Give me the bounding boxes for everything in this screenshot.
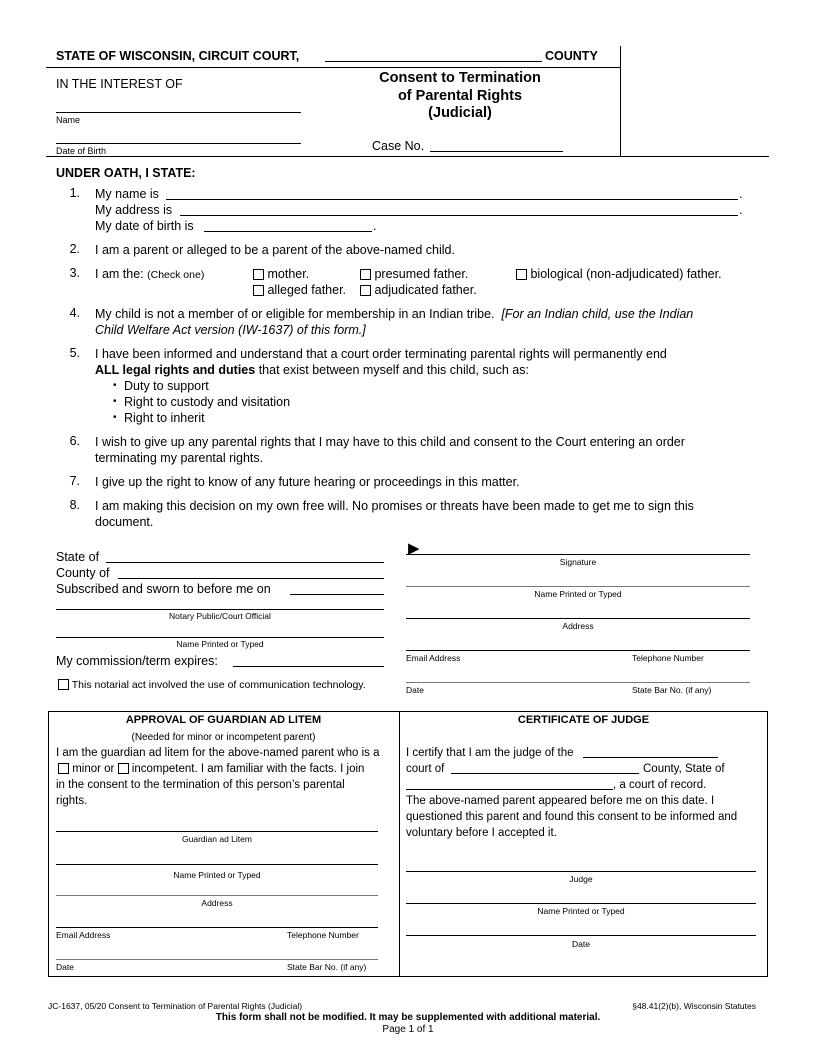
item5-number: 5. <box>69 346 80 360</box>
gal-line2: minor or incompetent. I am familiar with the facts. I join <box>58 761 364 777</box>
signer-name-field[interactable] <box>406 586 750 587</box>
signer-email-phone-field[interactable] <box>406 650 750 651</box>
county-of-label: County of <box>56 566 110 580</box>
parent-dob-field[interactable] <box>204 231 372 232</box>
item7-number: 7. <box>69 474 80 488</box>
item5-line2: ALL legal rights and duties that exist between myself and this child, such as: <box>95 363 529 377</box>
gal-subheading: (Needed for minor or incompetent parent) <box>131 732 316 743</box>
judge-name-field[interactable] <box>406 903 756 904</box>
item1-number: 1. <box>69 186 80 200</box>
judge-line1: I certify that I am the judge of the <box>406 747 574 759</box>
child-name-caption: Name <box>56 115 81 125</box>
gal-bar-caption: State Bar No. (if any) <box>287 962 367 972</box>
item1-name-label: My name is <box>95 187 159 201</box>
judge-court-record: , a court of record. <box>613 779 707 791</box>
gal-signature-caption: Guardian ad Litem <box>182 834 252 844</box>
notary-name-caption: Name Printed or Typed <box>176 639 264 649</box>
judge-signature-caption: Judge <box>569 874 593 884</box>
judge-line6: voluntary before I accepted it. <box>406 827 557 839</box>
subscribed-label: Subscribed and sworn to before me on <box>56 582 271 596</box>
gal-signature-field[interactable] <box>56 831 378 832</box>
alleged-father-checkbox[interactable] <box>253 285 264 296</box>
gal-line1: I am the guardian ad litem for the above-named parent who is a <box>56 747 380 759</box>
oath-heading: UNDER OATH, I STATE: <box>56 166 196 180</box>
item6-line2: terminating my parental rights. <box>95 451 264 465</box>
item1-period-2: . <box>739 203 743 217</box>
signature-field[interactable] <box>406 554 750 555</box>
gal-address-caption: Address <box>201 898 233 908</box>
signer-address-field[interactable] <box>406 618 750 619</box>
judge-county-field[interactable] <box>451 773 639 774</box>
approval-box-divider <box>399 711 400 977</box>
comm-tech-checkbox[interactable] <box>58 679 69 690</box>
item5-line1: I have been informed and understand that a court order terminating parental rights will permanently end <box>95 347 667 361</box>
header-bottom-rule <box>46 156 769 157</box>
header-divider <box>620 46 621 157</box>
bullet-custody-visitation: • Right to custody and visitation <box>124 394 290 410</box>
form-title: Consent to Termination of Parental Rights (Judicial) <box>379 70 541 121</box>
item3-number: 3. <box>69 266 80 280</box>
judge-line5: questioned this parent and found this consent to be informed and <box>406 811 738 823</box>
parent-name-field[interactable] <box>166 199 738 200</box>
footer-notice: This form shall not be modified. It may be supplemented with additional material. <box>215 1012 601 1023</box>
judge-state-field[interactable] <box>406 789 613 790</box>
child-dob-field[interactable] <box>56 143 301 144</box>
judge-court-field[interactable] <box>583 757 718 758</box>
in-interest-label: IN THE INTEREST OF <box>56 77 183 91</box>
judge-signature-field[interactable] <box>406 871 756 872</box>
item1-address-label: My address is <box>95 203 173 217</box>
judge-date-field[interactable] <box>406 935 756 936</box>
county-name-field[interactable] <box>325 61 542 62</box>
biological-father-checkbox[interactable] <box>516 269 527 280</box>
notary-signature-field[interactable] <box>56 609 384 610</box>
commission-expires-field[interactable] <box>233 666 384 667</box>
judge-date-caption: Date <box>572 939 590 949</box>
comm-tech-option[interactable]: This notarial act involved the use of communication technology. <box>58 679 366 692</box>
bullet-duty-to-support: • Duty to support <box>124 378 209 394</box>
footer-statute: §48.41(2)(b), Wisconsin Statutes <box>632 1001 756 1011</box>
gal-date-caption: Date <box>56 962 74 972</box>
adjudicated-father-checkbox[interactable] <box>360 285 371 296</box>
notary-official-caption: Notary Public/Court Official <box>169 611 271 621</box>
item8-number: 8. <box>69 498 80 512</box>
item6-line1: I wish to give up any parental rights that I may have to this child and consent to the Court entering an order <box>95 435 685 449</box>
commission-label: My commission/term expires: <box>56 654 218 668</box>
case-no-field[interactable] <box>430 151 563 152</box>
notary-name-field[interactable] <box>56 637 384 638</box>
gal-address-field[interactable] <box>56 895 378 896</box>
state-of-field[interactable] <box>106 562 384 563</box>
item1-dob-label: My date of birth is <box>95 219 194 233</box>
bullet-inherit: • Right to inherit <box>124 410 205 426</box>
item3-label: I am the: <box>95 267 144 281</box>
gal-name-caption: Name Printed or Typed <box>173 870 261 880</box>
subscribed-date-field[interactable] <box>290 594 384 595</box>
judge-county-state-label: County, State of <box>643 763 725 775</box>
signer-bar-caption: State Bar No. (if any) <box>632 685 712 695</box>
item1-period-3: . <box>373 219 377 233</box>
item3-text <box>95 266 204 283</box>
item1-period: . <box>739 187 743 201</box>
signature-caption: Signature <box>559 557 597 567</box>
check-one-note: (Check one) <box>147 269 205 281</box>
gal-line3: in the consent to the termination of this person’s parental <box>56 779 345 791</box>
alleged-father-option[interactable]: alleged father. <box>253 282 346 298</box>
judge-heading: CERTIFICATE OF JUDGE <box>517 714 650 726</box>
biological-father-option[interactable]: biological (non-adjudicated) father. <box>516 266 722 282</box>
gal-name-field[interactable] <box>56 864 378 865</box>
mother-checkbox[interactable] <box>253 269 264 280</box>
county-label: COUNTY <box>545 49 598 63</box>
item8-line2: document. <box>95 515 154 529</box>
item6-number: 6. <box>69 434 80 448</box>
gal-email-caption: Email Address <box>56 930 111 940</box>
judge-line4: The above-named parent appeared before me on this date. I <box>406 795 715 807</box>
minor-checkbox[interactable] <box>58 763 69 774</box>
judge-name-caption: Name Printed or Typed <box>537 906 625 916</box>
gal-line4: rights. <box>56 795 88 807</box>
item8-line1: I am making this decision on my own free will. No promises or threats have been made to get me to sign this <box>95 499 694 513</box>
incompetent-checkbox[interactable] <box>118 763 129 774</box>
presumed-father-option[interactable]: presumed father. <box>360 266 468 282</box>
item4-number: 4. <box>69 306 80 320</box>
item2-number: 2. <box>69 242 80 256</box>
mother-option[interactable]: mother. <box>253 266 309 282</box>
signer-name-caption: Name Printed or Typed <box>534 589 622 599</box>
signer-date-bar-field[interactable] <box>406 682 750 683</box>
case-no-label: Case No. <box>372 139 425 153</box>
gal-date-bar-field[interactable] <box>56 959 378 960</box>
gal-email-phone-field[interactable] <box>56 927 378 928</box>
county-of-field[interactable] <box>118 578 384 579</box>
court-heading: STATE OF WISCONSIN, CIRCUIT COURT, <box>56 49 300 63</box>
adjudicated-father-option[interactable]: adjudicated father. <box>360 282 477 298</box>
footer-form-id: JC-1637, 05/20 Consent to Termination of Parental Rights (Judicial) <box>48 1001 303 1011</box>
state-of-label: State of <box>56 550 100 564</box>
item2-text: I am a parent or alleged to be a parent of the above-named child. <box>95 243 455 257</box>
signer-date-caption: Date <box>406 685 424 695</box>
parent-address-field[interactable] <box>180 215 738 216</box>
item4-text: My child is not a member of or eligible for membership in an Indian tribe. [For an Indian child, use the Indian Child Welfare Act version (IW-1637) of this form.] <box>95 307 694 337</box>
item7-text: I give up the right to know of any future hearing or proceedings in this matter. <box>95 475 520 489</box>
judge-court-of-label: court of <box>406 763 445 775</box>
signer-telephone-caption: Telephone Number <box>632 653 704 663</box>
gal-heading: APPROVAL OF GUARDIAN AD LITEM <box>125 714 322 726</box>
gal-telephone-caption: Telephone Number <box>287 930 359 940</box>
presumed-father-checkbox[interactable] <box>360 269 371 280</box>
footer-page-number: Page 1 of 1 <box>382 1024 434 1035</box>
child-name-field[interactable] <box>56 112 301 113</box>
signature-arrow-icon: ▶ <box>408 540 420 557</box>
signer-email-caption: Email Address <box>406 653 461 663</box>
header-rule <box>46 67 620 68</box>
signer-address-caption: Address <box>562 621 594 631</box>
child-dob-caption: Date of Birth <box>56 146 107 156</box>
